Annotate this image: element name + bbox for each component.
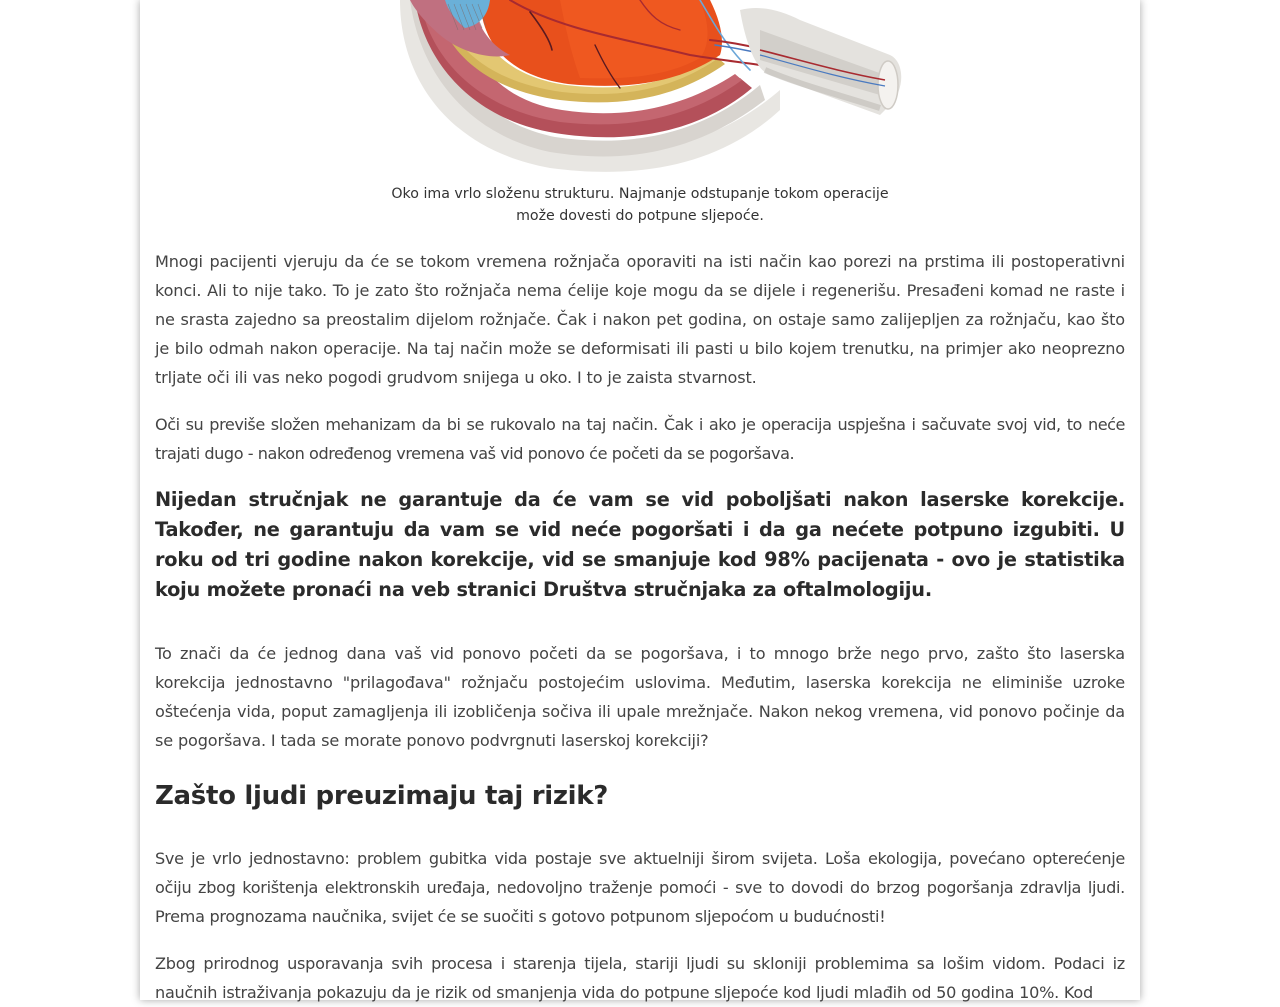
paragraph-cornea-recovery: Mnogi pacijenti vjeruju da će se tokom vremena rožnjača oporaviti na isti način kao porezi na prstima ili postoperativni konci. Ali to nije tako. To je zato što rožnjača nema ćelije koje mogu da se dijele i regenerišu. Presađeni komad ne raste i ne srasta zajedno sa preostalim dijelom rožnjače. Čak i nakon pet godina, on ostaje samo zalijepljen za rožnjaču, kao što je bilo odmah nakon operacije. Na taj način može se deformisati ili pasti u bilo kojem trenutku, na primjer ako neoprezno trljate oči ili vas neko pogodi grudvom snijega u oko. I to je zaista stvarnost. [155, 252, 1125, 387]
section-heading: Zašto ljudi preuzimaju taj rizik? [155, 781, 609, 811]
eye-figure [155, 0, 1125, 232]
eye-anatomy-image [380, 0, 910, 174]
article-content [155, 0, 1125, 1002]
figure-caption [155, 183, 1125, 227]
caption-line-2: može dovesti do potpune sljepoće. [516, 208, 764, 224]
paragraph-complex-mechanism: Oči su previše složen mehanizam da bi se rukovalo na taj način. Čak i ako je operacija uspješna i sačuvate svoj vid, to neće trajati dugo - nakon određenog vremena vaš vid ponovo će početi da se pogoršava. [155, 415, 1125, 463]
highlight-paragraph: Nijedan stručnjak ne garantuje da će vam se vid poboljšati nakon laserske korekcije. Također, ne garantuju da vam se vid neće pogoršati i da ga nećete potpuno izgubiti. U roku od tri godine nakon korekcije, vid se smanjuje kod 98% pacijenata - ovo je statistika koju možete pronaći na veb stranici Društva stručnjaka za oftalmologiju. [155, 488, 1125, 601]
paragraph-simple-reason: Sve je vrlo jednostavno: problem gubitka vida postaje sve aktuelniji širom svijeta. Loša ekologija, povećano opterećenje očiju zbog korištenja elektronskih uređaja, nedovoljno traženje pomoći - sve to dovodi do brzog pogoršanja zdravlja ljudi. Prema prognozama naučnika, svijet će se suočiti s gotovo potpunom sljepoćom u budućnosti! [155, 849, 1125, 926]
paragraph-aging: Zbog prirodnog usporavanja svih procesa i starenja tijela, stariji ljudi su skloniji problemima sa lošim vidom. Podaci iz naučnih istraživanja pokazuju da je rizik od smanjenja vida do potpune sljepoće kod ljudi mlađih od 50 godina 10%. Kod [155, 954, 1125, 1002]
article-page [140, 0, 1140, 1000]
caption-line-1: Oko ima vrlo složenu strukturu. Najmanje odstupanje tokom operacije [391, 186, 889, 202]
paragraph-vision-worsens: To znači da će jednog dana vaš vid ponovo početi da se pogoršava, i to mnogo brže nego prvo, zašto što laserska korekcija jednostavno "prilagođava" rožnjaču postojećim uslovima. Međutim, laserska korekcija ne eliminiše uzroke oštećenja vida, poput zamagljenja ili izobličenja sočiva ili upale mrežnjače. Nakon nekog vremena, vid ponovo počinje da se pogoršava. I tada se morate ponovo podvrgnuti laserskoj korekciji? [155, 644, 1125, 750]
